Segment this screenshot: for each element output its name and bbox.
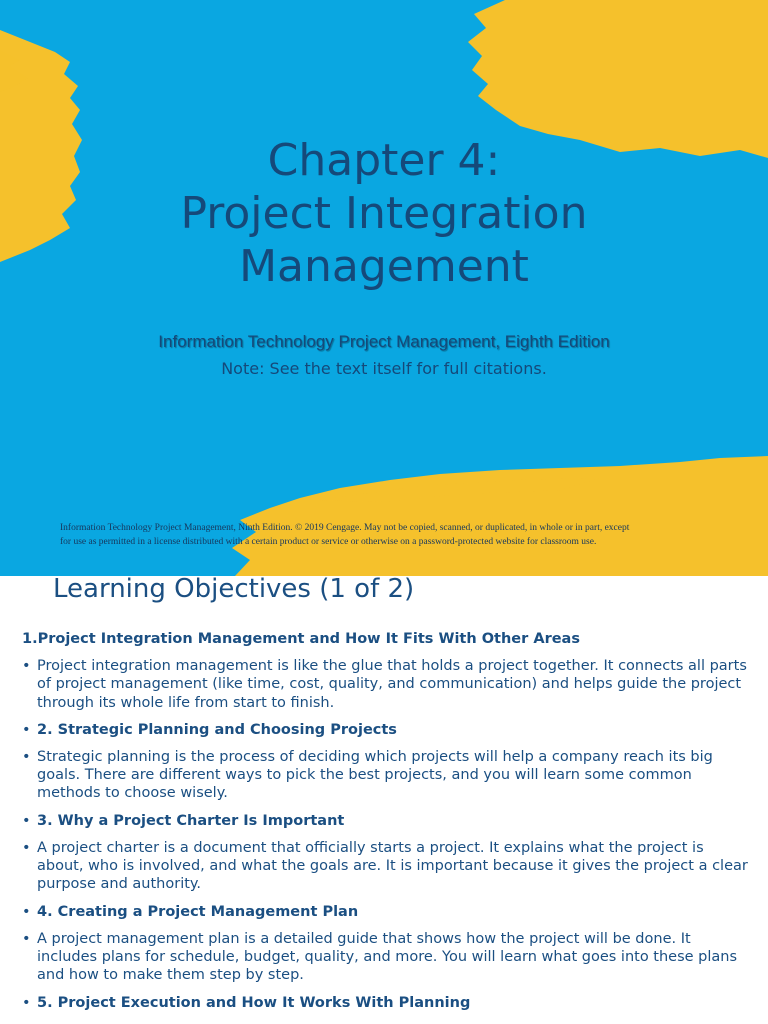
- learning-objectives-slide: [0, 576, 768, 1024]
- copyright-line: for use as permitted in a license distributed with a certain product or service or otherwise on a password-protected website for classroom use.: [60, 537, 597, 547]
- title-line: Project Integration: [180, 188, 588, 239]
- objective-description: • Project integration management is like the glue that holds a project together. It connects all parts of project management (like time, cost, quality, and communication) and helps guide the project through its whole life from start to finish.: [22, 657, 752, 712]
- citation-note: Note: See the text itself for full citations.: [221, 359, 547, 378]
- objective-heading: 1.Project Integration Management and How It Fits With Other Areas: [22, 631, 580, 647]
- slide-title: [0, 134, 768, 293]
- paint-stroke-bottom: [232, 456, 768, 576]
- title-line: Chapter 4:: [267, 135, 501, 186]
- objective-description: • A project management plan is a detailed guide that shows how the project will be done. It includes plans for schedule, budget, quality, and more. You will learn what goes into these plans and how to make them step by step.: [22, 930, 752, 985]
- book-subtitle: Information Technology Project Management, Eighth Edition: [158, 332, 610, 351]
- objective-heading: • 5. Project Execution and How It Works With Planning: [22, 994, 752, 1012]
- objective-description: • Strategic planning is the process of deciding which projects will help a company reach its big goals. There are different ways to pick the best projects, and you will learn some common methods to choose wisely.: [22, 748, 752, 803]
- objective-heading: • 3. Why a Project Charter Is Important: [22, 812, 752, 830]
- copyright-notice: [60, 521, 730, 549]
- objectives-list: [22, 630, 752, 1021]
- copyright-line: Information Technology Project Management, Ninth Edition. © 2019 Cengage. May not be copied, scanned, or duplicated, in whole or in part, except: [60, 523, 630, 533]
- objectives-title: Learning Objectives (1 of 2): [53, 576, 415, 604]
- objective-heading: • 2. Strategic Planning and Choosing Projects: [22, 721, 752, 739]
- objective-heading: • 4. Creating a Project Management Plan: [22, 903, 752, 921]
- objective-description: • A project charter is a document that officially starts a project. It explains what the project is about, who is involved, and what the goals are. It is important because it gives the project a clear purpose and authority.: [22, 839, 752, 894]
- title-line: Management: [239, 241, 529, 292]
